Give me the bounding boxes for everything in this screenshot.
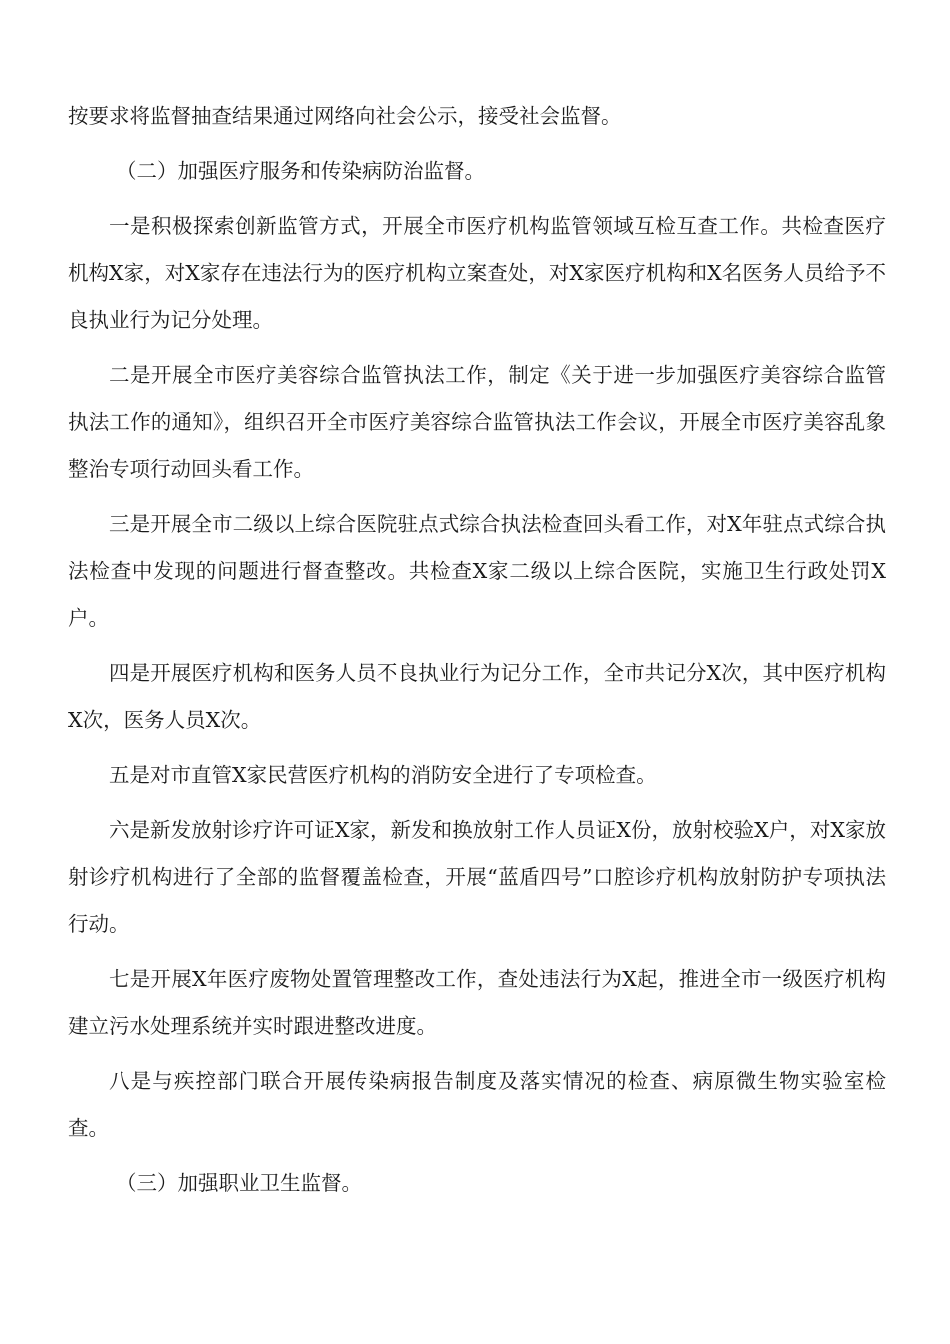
paragraph-item-2: 二是开展全市医疗美容综合监管执法工作，制定《关于进一步加强医疗美容综合监管执法工作的通知》，组织召开全市医疗美容综合监管执法工作会议，开展全市医疗美容乱象整治专项行动回头看工作。 <box>68 363 886 481</box>
paragraph-continuation: 按要求将监督抽查结果通过网络向社会公示，接受社会监督。 <box>68 104 622 128</box>
paragraph-item-5: 五是对市直管X家民营医疗机构的消防安全进行了专项检查。 <box>109 763 657 787</box>
paragraph-item-7: 七是开展X年医疗废物处置管理整改工作，查处违法行为X起，推进全市一级医疗机构建立污水处理系统并实时跟进整改进度。 <box>68 967 886 1038</box>
section-heading-3: （三）加强职业卫生监督。 <box>116 1171 362 1195</box>
paragraph-item-8: 八是与疾控部门联合开展传染病报告制度及落实情况的检查、病原微生物实验室检查。 <box>68 1069 886 1140</box>
paragraph-item-1: 一是积极探索创新监管方式，开展全市医疗机构监管领域互检互查工作。共检查医疗机构X家，对X家存在违法行为的医疗机构立案查处，对X家医疗机构和X名医务人员给予不良执业行为记分处理。 <box>68 214 886 332</box>
section-heading-2: （二）加强医疗服务和传染病防治监督。 <box>116 159 485 183</box>
paragraph-item-4: 四是开展医疗机构和医务人员不良执业行为记分工作，全市共记分X次，其中医疗机构X次，医务人员X次。 <box>68 661 886 732</box>
paragraph-item-6: 六是新发放射诊疗许可证X家，新发和换放射工作人员证X份，放射校验X户，对X家放射诊疗机构进行了全部的监督覆盖检查，开展“蓝盾四号”口腔诊疗机构放射防护专项执法行动。 <box>68 818 886 936</box>
paragraph-item-3: 三是开展全市二级以上综合医院驻点式综合执法检查回头看工作，对X年驻点式综合执法检查中发现的问题进行督查整改。共检查X家二级以上综合医院，实施卫生行政处罚X户。 <box>68 512 886 630</box>
document-body <box>68 93 886 1207</box>
